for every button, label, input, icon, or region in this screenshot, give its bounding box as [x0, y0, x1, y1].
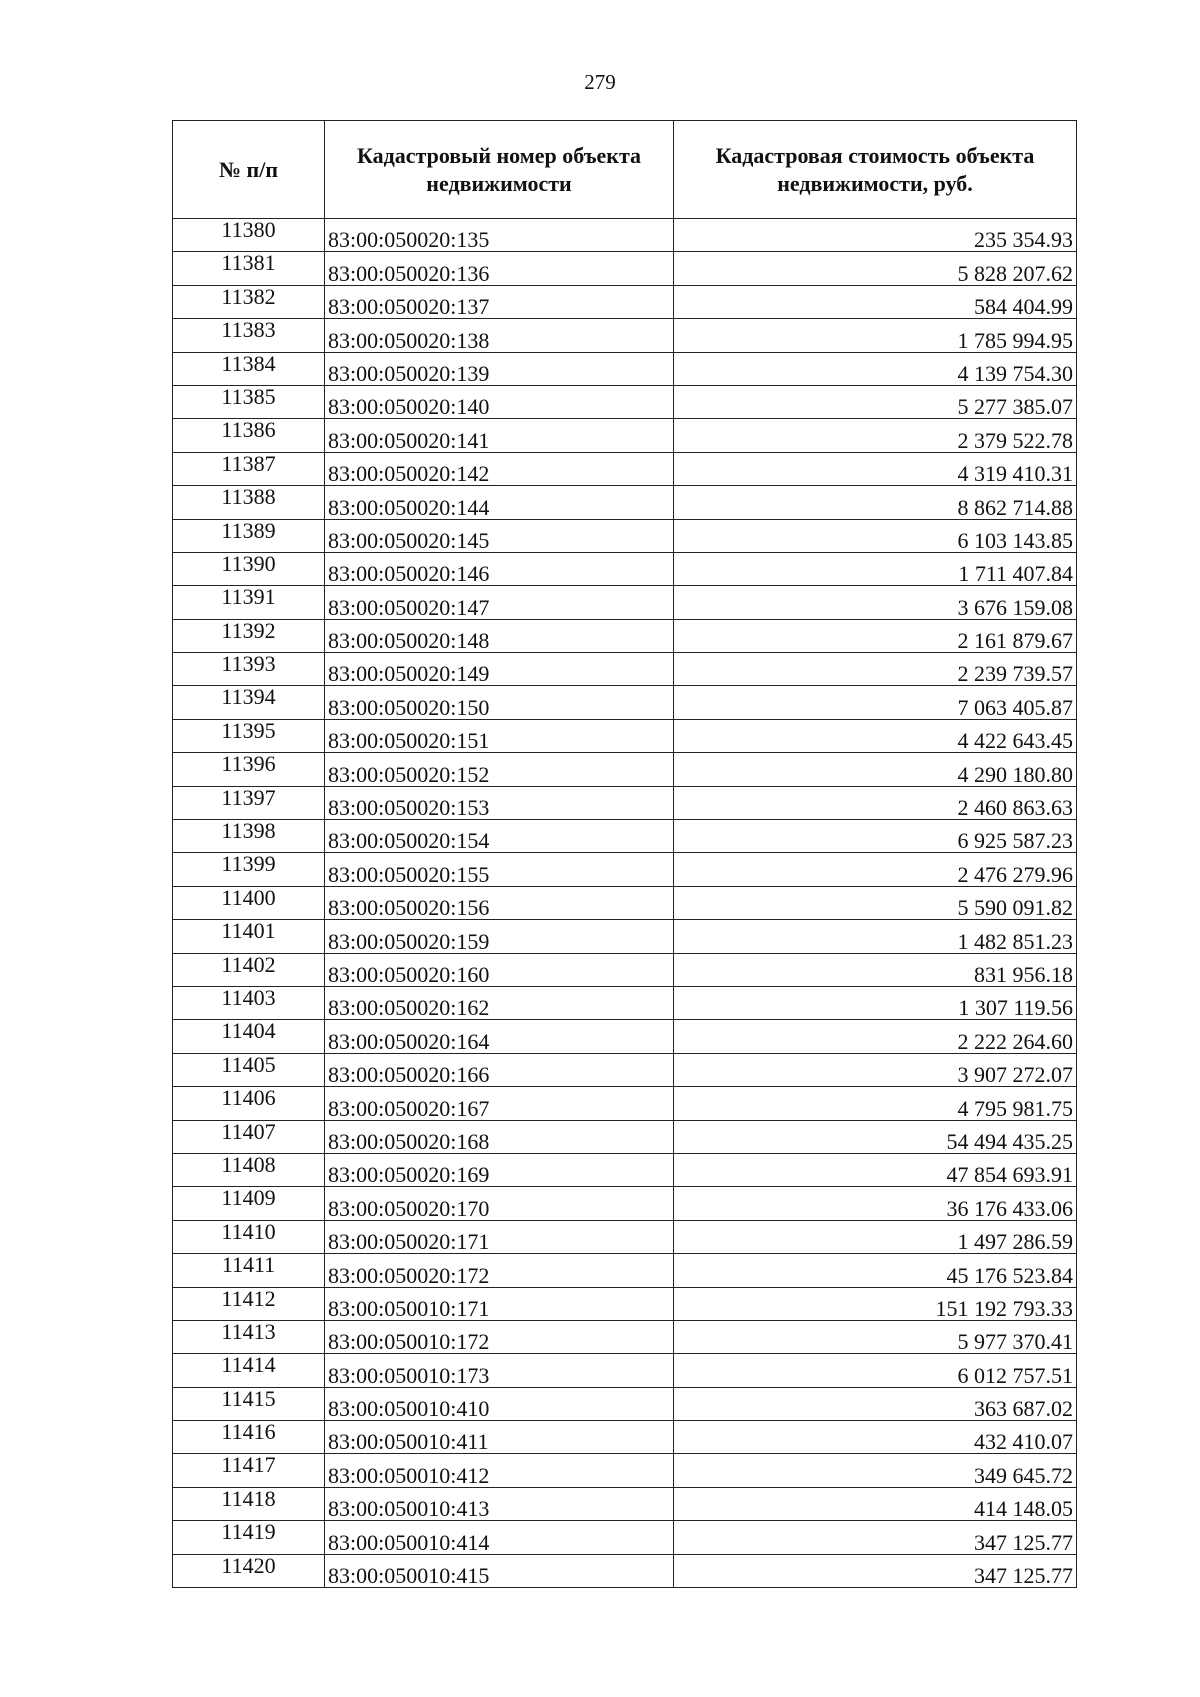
table-row	[173, 419, 1077, 452]
table-row	[173, 285, 1077, 318]
cadastral-value-cell: 1 307 119.56	[674, 986, 1077, 1019]
cadastral-number-cell: 83:00:050020:153	[325, 786, 674, 819]
table-row	[173, 252, 1077, 285]
row-number-cell: 11393	[173, 653, 325, 686]
row-number-cell: 11405	[173, 1053, 325, 1086]
cadastral-number-cell: 83:00:050010:171	[325, 1287, 674, 1320]
row-number-cell: 11386	[173, 419, 325, 452]
table-row	[173, 1287, 1077, 1320]
row-number-cell: 11380	[173, 219, 325, 252]
cadastral-number-cell: 83:00:050020:146	[325, 552, 674, 585]
cadastral-value-cell: 151 192 793.33	[674, 1287, 1077, 1320]
cadastral-number-cell: 83:00:050020:152	[325, 753, 674, 786]
row-number-cell: 11415	[173, 1387, 325, 1420]
cadastral-number-cell: 83:00:050020:171	[325, 1220, 674, 1253]
row-number-cell: 11385	[173, 385, 325, 418]
cadastral-value-cell: 8 862 714.88	[674, 486, 1077, 519]
table-row	[173, 452, 1077, 485]
cadastral-value-cell: 584 404.99	[674, 285, 1077, 318]
header-row-number: № п/п	[173, 121, 325, 219]
cadastral-number-cell: 83:00:050020:136	[325, 252, 674, 285]
cadastral-number-cell: 83:00:050020:160	[325, 953, 674, 986]
row-number-cell: 11418	[173, 1487, 325, 1520]
row-number-cell: 11381	[173, 252, 325, 285]
row-number-cell: 11397	[173, 786, 325, 819]
cadastral-number-cell: 83:00:050020:145	[325, 519, 674, 552]
table-row	[173, 1387, 1077, 1420]
row-number-cell: 11394	[173, 686, 325, 719]
row-number-cell: 11413	[173, 1320, 325, 1353]
row-number-cell: 11383	[173, 319, 325, 352]
table-row	[173, 719, 1077, 752]
table-row	[173, 552, 1077, 585]
table-row	[173, 753, 1077, 786]
table-row	[173, 1020, 1077, 1053]
row-number-cell: 11417	[173, 1454, 325, 1487]
cadastral-number-cell: 83:00:050020:142	[325, 452, 674, 485]
row-number-cell: 11396	[173, 753, 325, 786]
cadastral-value-cell: 45 176 523.84	[674, 1254, 1077, 1287]
cadastral-number-cell: 83:00:050020:148	[325, 619, 674, 652]
cadastral-number-cell: 83:00:050020:147	[325, 586, 674, 619]
row-number-cell: 11412	[173, 1287, 325, 1320]
cadastral-number-cell: 83:00:050020:149	[325, 653, 674, 686]
row-number-cell: 11419	[173, 1521, 325, 1554]
cadastral-number-cell: 83:00:050010:410	[325, 1387, 674, 1420]
cadastral-number-cell: 83:00:050010:415	[325, 1554, 674, 1587]
cadastral-number-cell: 83:00:050020:172	[325, 1254, 674, 1287]
row-number-cell: 11407	[173, 1120, 325, 1153]
cadastral-value-cell: 2 476 279.96	[674, 853, 1077, 886]
cadastral-number-cell: 83:00:050020:141	[325, 419, 674, 452]
cadastral-value-cell: 831 956.18	[674, 953, 1077, 986]
page-number: 279	[584, 70, 616, 94]
table-row	[173, 953, 1077, 986]
cadastral-number-cell: 83:00:050020:139	[325, 352, 674, 385]
cadastral-value-cell: 2 460 863.63	[674, 786, 1077, 819]
table-row	[173, 352, 1077, 385]
cadastral-number-cell: 83:00:050010:412	[325, 1454, 674, 1487]
cadastral-value-cell: 4 139 754.30	[674, 352, 1077, 385]
row-number-cell: 11387	[173, 452, 325, 485]
table-row	[173, 486, 1077, 519]
table-row	[173, 619, 1077, 652]
cadastral-value-cell: 432 410.07	[674, 1421, 1077, 1454]
cadastral-value-cell: 4 290 180.80	[674, 753, 1077, 786]
table-row	[173, 920, 1077, 953]
cadastral-value-cell: 2 222 264.60	[674, 1020, 1077, 1053]
row-number-cell: 11403	[173, 986, 325, 1019]
cadastral-value-cell: 6 012 757.51	[674, 1354, 1077, 1387]
cadastral-value-cell: 363 687.02	[674, 1387, 1077, 1420]
cadastral-value-cell: 36 176 433.06	[674, 1187, 1077, 1220]
cadastral-value-cell: 2 239 739.57	[674, 653, 1077, 686]
cadastral-value-cell: 347 125.77	[674, 1554, 1077, 1587]
cadastral-number-cell: 83:00:050020:135	[325, 219, 674, 252]
table-row	[173, 1421, 1077, 1454]
cadastral-value-cell: 4 795 981.75	[674, 1087, 1077, 1120]
cadastral-value-cell: 347 125.77	[674, 1521, 1077, 1554]
row-number-cell: 11411	[173, 1254, 325, 1287]
cadastral-value-cell: 1 497 286.59	[674, 1220, 1077, 1253]
table-row	[173, 1454, 1077, 1487]
cadastral-value-table	[172, 120, 1077, 1588]
cadastral-number-cell: 83:00:050010:411	[325, 1421, 674, 1454]
row-number-cell: 11382	[173, 285, 325, 318]
cadastral-number-cell: 83:00:050010:414	[325, 1521, 674, 1554]
cadastral-number-cell: 83:00:050020:144	[325, 486, 674, 519]
row-number-cell: 11395	[173, 719, 325, 752]
table-row	[173, 1153, 1077, 1186]
table-row	[173, 1053, 1077, 1086]
cadastral-number-cell: 83:00:050020:162	[325, 986, 674, 1019]
cadastral-value-cell: 47 854 693.91	[674, 1153, 1077, 1186]
cadastral-value-cell: 235 354.93	[674, 219, 1077, 252]
table-header	[173, 121, 1077, 219]
table-row	[173, 653, 1077, 686]
cadastral-value-cell: 3 907 272.07	[674, 1053, 1077, 1086]
row-number-cell: 11401	[173, 920, 325, 953]
table-row	[173, 1354, 1077, 1387]
cadastral-value-cell: 5 277 385.07	[674, 385, 1077, 418]
table-row	[173, 519, 1077, 552]
table-row	[173, 1220, 1077, 1253]
table-row	[173, 686, 1077, 719]
header-cadastral-value: Кадастровая стоимость объекта недвижимости, руб.	[674, 121, 1077, 219]
cadastral-number-cell: 83:00:050020:164	[325, 1020, 674, 1053]
row-number-cell: 11399	[173, 853, 325, 886]
cadastral-value-cell: 2 161 879.67	[674, 619, 1077, 652]
cadastral-value-cell: 1 785 994.95	[674, 319, 1077, 352]
cadastral-number-cell: 83:00:050020:169	[325, 1153, 674, 1186]
cadastral-value-cell: 5 977 370.41	[674, 1320, 1077, 1353]
table-row	[173, 1254, 1077, 1287]
table-row	[173, 853, 1077, 886]
cadastral-number-cell: 83:00:050020:138	[325, 319, 674, 352]
row-number-cell: 11384	[173, 352, 325, 385]
cadastral-value-cell: 6 925 587.23	[674, 820, 1077, 853]
cadastral-number-cell: 83:00:050020:155	[325, 853, 674, 886]
cadastral-number-cell: 83:00:050020:170	[325, 1187, 674, 1220]
row-number-cell: 11414	[173, 1354, 325, 1387]
cadastral-number-cell: 83:00:050020:168	[325, 1120, 674, 1153]
cadastral-number-cell: 83:00:050020:166	[325, 1053, 674, 1086]
table-row	[173, 1554, 1077, 1587]
table-row	[173, 1120, 1077, 1153]
table-row	[173, 886, 1077, 919]
row-number-cell: 11404	[173, 1020, 325, 1053]
table-row	[173, 385, 1077, 418]
cadastral-number-cell: 83:00:050020:159	[325, 920, 674, 953]
header-cadastral-number: Кадастровый номер объекта недвижимости	[325, 121, 674, 219]
cadastral-number-cell: 83:00:050010:173	[325, 1354, 674, 1387]
cadastral-value-cell: 1 711 407.84	[674, 552, 1077, 585]
cadastral-number-cell: 83:00:050020:151	[325, 719, 674, 752]
row-number-cell: 11391	[173, 586, 325, 619]
cadastral-value-cell: 54 494 435.25	[674, 1120, 1077, 1153]
table-row	[173, 1521, 1077, 1554]
row-number-cell: 11420	[173, 1554, 325, 1587]
cadastral-value-cell: 349 645.72	[674, 1454, 1077, 1487]
row-number-cell: 11390	[173, 552, 325, 585]
cadastral-number-cell: 83:00:050020:154	[325, 820, 674, 853]
cadastral-number-cell: 83:00:050020:156	[325, 886, 674, 919]
table-row	[173, 1087, 1077, 1120]
row-number-cell: 11402	[173, 953, 325, 986]
row-number-cell: 11392	[173, 619, 325, 652]
cadastral-number-cell: 83:00:050020:150	[325, 686, 674, 719]
table-row	[173, 586, 1077, 619]
table-row	[173, 319, 1077, 352]
cadastral-value-cell: 5 828 207.62	[674, 252, 1077, 285]
cadastral-value-cell: 1 482 851.23	[674, 920, 1077, 953]
cadastral-value-cell: 5 590 091.82	[674, 886, 1077, 919]
cadastral-number-cell: 83:00:050020:140	[325, 385, 674, 418]
cadastral-value-cell: 4 422 643.45	[674, 719, 1077, 752]
row-number-cell: 11400	[173, 886, 325, 919]
table-row	[173, 219, 1077, 252]
cadastral-number-cell: 83:00:050020:167	[325, 1087, 674, 1120]
cadastral-value-cell: 7 063 405.87	[674, 686, 1077, 719]
row-number-cell: 11409	[173, 1187, 325, 1220]
table-row	[173, 986, 1077, 1019]
header-row	[173, 121, 1077, 219]
table-row	[173, 1487, 1077, 1520]
table-row	[173, 1320, 1077, 1353]
cadastral-value-cell: 6 103 143.85	[674, 519, 1077, 552]
cadastral-value-cell: 2 379 522.78	[674, 419, 1077, 452]
table-row	[173, 820, 1077, 853]
row-number-cell: 11406	[173, 1087, 325, 1120]
table-body	[173, 219, 1077, 1588]
row-number-cell: 11408	[173, 1153, 325, 1186]
cadastral-value-cell: 4 319 410.31	[674, 452, 1077, 485]
row-number-cell: 11398	[173, 820, 325, 853]
row-number-cell: 11416	[173, 1421, 325, 1454]
row-number-cell: 11388	[173, 486, 325, 519]
cadastral-number-cell: 83:00:050010:413	[325, 1487, 674, 1520]
cadastral-value-cell: 414 148.05	[674, 1487, 1077, 1520]
cadastral-number-cell: 83:00:050010:172	[325, 1320, 674, 1353]
cadastral-number-cell: 83:00:050020:137	[325, 285, 674, 318]
row-number-cell: 11410	[173, 1220, 325, 1253]
table-row	[173, 786, 1077, 819]
cadastral-value-cell: 3 676 159.08	[674, 586, 1077, 619]
table-row	[173, 1187, 1077, 1220]
row-number-cell: 11389	[173, 519, 325, 552]
